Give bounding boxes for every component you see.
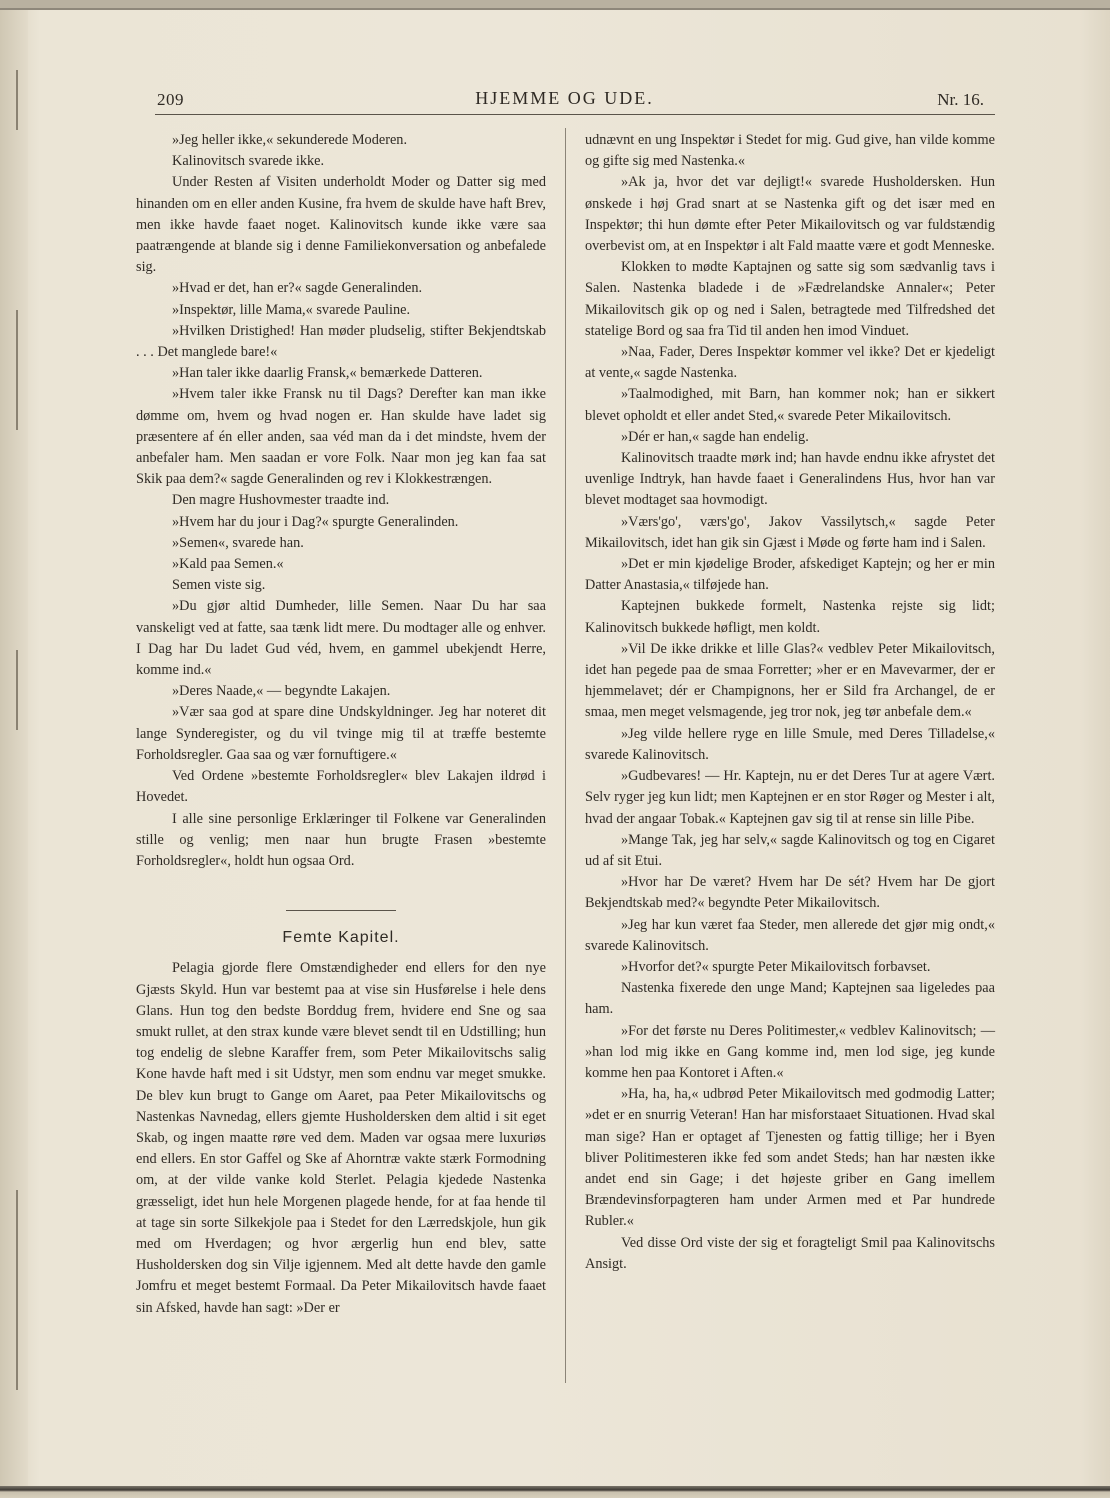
paragraph: Kalinovitsch traadte mørk ind; han havde endnu ikke afrystet det uvenlige Indtryk, han havde faaet i Generalindens Hus, hvor han var blevet modtaget saa hovmodigt. [585,450,995,509]
paragraph: »Vær saa god at spare dine Undskyldninger. Jeg har noteret dit lange Synderegister, og du vil tvinge mig til at træffe bestemte Forholdsregler. Gaa saa og vær fornuftigere.« [136,704,546,763]
paragraph: Pelagia gjorde flere Omstændigheder end ellers for den nye Gjæsts Skyld. Hun var bestemt paa at vise sin Husførelse i hele dens Glans. Hun tog den bedste Borddug frem, hvidere end Sne og saa smukt rullet, at den strax kunde være blevet sendt til en Udstilling; hun tog endelig de slebne Karaffer frem, som Peter Mikailovitschs salig Kone havde haft med i sit Udstyr, men som endnu var meget smukke. De blev kun brugt to Gange om Aaret, paa Peter Mikailovitschs og Nastenkas Navnedag, ellers gjemte Husholdersken dem altid i sit eget Skab, og ingen maatte røre ved dem. Maden var ogsaa mere luxuriøs end ellers. En stor Gaffel og Ske af Ahorntræ vakte stærk Formodning om, at der vilde vanke kold Sterlet. Pelagia kjedede Nastenka græsseligt, idet hun hele Morgenen plagede hende, for at faa hende til at tage sin sorte Silkekjole paa i Stedet for den Lærredskjole, hun gik med om Hverdagen; og hvor ærgerlig hun end blev, satte Husholdersken dog sin Vilje igjennem. Med alt dette havde den gamle Jomfru et meget bestemt Formaal. Da Peter Mikailovitsch havde faaet sin Afsked, havde han sagt: »Der er [136,960,546,1316]
journal-title: HJEMME OG UDE. [475,88,654,108]
paragraph: »Naa, Fader, Deres Inspektør kommer vel ikke? Det er kjedeligt at vente,« sagde Nastenka. [585,344,995,382]
paragraph: Den magre Hushovmester traadte ind. [172,492,390,509]
paragraph: »Han taler ikke daarlig Fransk,« bemærkede Datteren. [172,365,483,382]
page-bottom-edge [0,1486,1110,1498]
paragraph-continuation: udnævnt en ung Inspektør i Stedet for mig. Gud give, han vilde komme og gifte sig med Nastenka.« [585,132,995,170]
paragraph: »Værs'go', værs'go', Jakov Vassilytsch,« sagde Peter Mikailovitsch, idet han gik sin Gjæst i Møde og førte ham ind i Salen. [585,513,995,551]
paragraph: »Gudbevares! — Hr. Kaptejn, nu er det Deres Tur at agere Vært. Selv ryger jeg kun lidt; men Kaptejnen er en stor Røger og Mester i alt, hvad der angaar Tobak.« Kaptejnen gav sig til at rense sin lille Pibe. [585,768,995,827]
paragraph: »Hvor har De været? Hvem har De sét? Hvem har De gjort Bekjendtskab med?« begyndte Peter Mikailovitsch. [585,874,995,912]
left-text-after-chapter [136,958,546,1318]
issue-number: Nr. 16. [937,90,984,109]
paragraph: »Du gjør altid Dumheder, lille Semen. Naar Du har saa vanskeligt ved at fatte, saa tænk lidt mere. Du modtager alle og enhver. I Dag har Du ladet Gud véd, hvem, en gammel ubekjendt Herre, komme ind.« [136,598,546,679]
paragraph: Kalinovitsch svarede ikke. [172,153,325,170]
paragraph: Under Resten af Visiten underholdt Moder og Datter sig med hinanden om en eller anden Kusine, fra hvem de skulde have haft Brev, men ikke havde faaet noget. Kalinovitsch kunde ikke være saa paatrængende at blande sig i denne Familiekonversation og anbefalede sig. [136,174,546,276]
column-divider [565,128,566,1383]
paragraph: »Inspektør, lille Mama,« svarede Pauline. [172,301,411,318]
left-column [136,130,546,1319]
binding-mark [16,1190,18,1390]
header-rule [155,114,995,115]
binding-mark [16,70,18,130]
right-text [585,172,995,1275]
page-top-edge [0,0,1110,8]
page-number: 209 [157,90,184,109]
paragraph: »Hvem har du jour i Dag?« spurgte Generalinden. [172,513,459,530]
paragraph: »Deres Naade,« — begyndte Lakajen. [172,683,391,700]
paragraph: »Kald paa Semen.« [172,556,284,573]
paragraph: »Det er min kjødelige Broder, afskediget Kaptejn; og her er min Datter Anastasia,« tilføjede han. [585,556,995,594]
binding-mark [16,310,18,430]
binding-margin [0,10,28,1486]
paragraph: Nastenka fixerede den unge Mand; Kaptejnen saa ligeledes paa ham. [585,980,995,1018]
paragraph: »Hvem taler ikke Fransk nu til Dags? Derefter kan man ikke dømme om, hvem og hvad nogen er. Han skulde have ladet sig præsentere af én eller anden, saa véd man da i det mindste, hvem der anbefaler ham. Men saadan er vore Folk. Naar mon jeg kan faa sat Skik paa dem?« sagde Generalinden og rev i Klokkestrængen. [136,386,546,488]
page-top-shadow [0,8,1110,10]
paragraph: »Ak ja, hvor det var dejligt!« svarede Husholdersken. Hun ønskede i høj Grad snart at se Nastenka gift og det især med en Inspektør; thi hun dømte efter Peter Mikailovitsch og var fuldstændig overbevist om, at en Inspektør i alt Fald maatte være et godt Menneske. [585,174,995,255]
paragraph: Kaptejnen bukkede formelt, Nastenka rejste sig lidt; Kalinovitsch bukkede høfligt, men koldt. [585,598,995,636]
paragraph: »For det første nu Deres Politimester,« vedblev Kalinovitsch; — »han lod mig ikke en Gang komme ind, men lod sige, jeg kunde komme hen paa Kontoret i Aften.« [585,1022,995,1081]
paragraph: Klokken to mødte Kaptajnen og satte sig som sædvanlig tavs i Salen. Nastenka bladede i de »Fædrelandske Annaler«; Peter Mikailovitsch gik op og ned i Salen, betragtede med Tilfredshed det statelige Bord og saa fra Tid til anden hen imod Vinduet. [585,259,995,339]
paragraph: »Vil De ikke drikke et lille Glas?« vedblev Peter Mikailovitsch, idet han pegede paa de smaa Forretter; »her er en Mavevarmer, der er hjemmelavet; dér er Champignons, her er Sild fra Archangel, de er smaa, men meget velsmagende, jeg tror nok, jeg tør anbefale dem.« [585,640,995,721]
paragraph: »Jeg har kun været faa Steder, men allerede det gjør mig ondt,« svarede Kalinovitsch. [585,916,995,954]
binding-mark [16,650,18,730]
paragraph: »Hvilken Dristighed! Han møder pludselig, stifter Bekjendtskab . . . Det manglede bare!« [136,322,546,361]
right-column [585,130,995,1275]
running-header [133,86,996,114]
chapter-title: Femte Kapitel. [282,929,400,947]
paragraph: Ved disse Ord viste der sig et foragteligt Smil paa Kalinovitschs Ansigt. [585,1234,995,1272]
paragraph: »Jeg vilde hellere ryge en lille Smule, med Deres Tilladelse,« svarede Kalinovitsch. [585,725,995,763]
paragraph: Semen viste sig. [172,577,266,594]
chapter-rule [286,910,396,911]
left-text-before-chapter [136,130,546,872]
paragraph: »Semen«, svarede han. [172,534,304,551]
paragraph: »Hvorfor det?« spurgte Peter Mikailovitsch forbavset. [621,958,931,975]
paragraph: »Hvad er det, han er?« sagde Generalinden. [172,280,423,297]
paragraph: Ved Ordene »bestemte Forholdsregler« blev Lakajen ildrød i Hovedet. [136,768,546,806]
paragraph: »Mange Tak, jeg har selv,« sagde Kalinovitsch og tog en Cigaret ud af sit Etui. [585,831,995,869]
paragraph: »Taalmodighed, mit Barn, han kommer nok; han er sikkert blevet opholdt et eller andet Sted,« svarede Peter Mikailovitsch. [585,386,995,424]
paragraph: I alle sine personlige Erklæringer til Folkene var Generalinden stille og venlig; men naar hun brugte Frasen »bestemte Forholdsregler«, holdt hun ogsaa Ord. [136,810,546,869]
paragraph: »Dér er han,« sagde han endelig. [621,428,809,445]
paragraph: »Jeg heller ikke,« sekunderede Moderen. [172,132,408,148]
paragraph: »Ha, ha, ha,« udbrød Peter Mikailovitsch med godmodig Latter; »det er en snurrig Veteran! Han har misforstaaet Situationen. Hvad skal man sige? Han er optaget af Tjenesten og fattig tillige; her i Byen bliver Politimesteren ikke fed som andet Steds; han har næsten ikke andet end sin Gage; i det højeste griber en Gang imellem Brændevinsforpagteren ham under Armen med et Par hundrede Rubler.« [585,1086,995,1230]
